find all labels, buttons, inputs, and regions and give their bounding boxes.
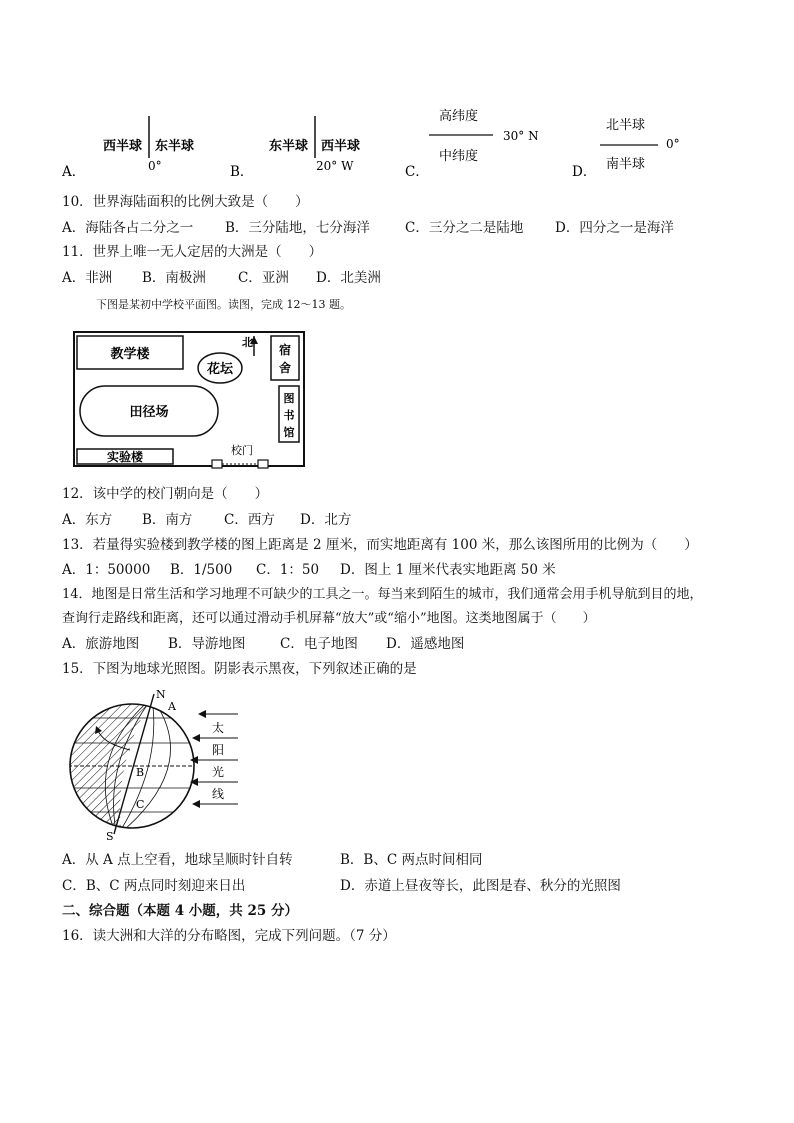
q9-option-b-diagram <box>230 110 390 182</box>
q12-option-c: C．西方 <box>224 512 275 528</box>
sun-ray-label-1: 太 <box>212 721 225 735</box>
map-intro: 下图是某初中学校平面图。读图，完成 12～13 题。 <box>96 298 351 311</box>
school-plan-map <box>70 328 310 470</box>
map-teaching-building: 教学楼 <box>110 347 150 362</box>
q9-a-right: 东半球 <box>155 139 195 154</box>
q9-a-letter: A． <box>62 164 86 180</box>
q9-b-letter: B． <box>230 164 254 180</box>
q14-option-d: D．遥感地图 <box>386 636 465 652</box>
map-library-2: 书 <box>283 409 295 422</box>
q9-a-value: 0° <box>148 159 162 173</box>
q11-option-c: C．亚洲 <box>238 270 289 286</box>
q10-option-a: A．海陆各占二分之一 <box>62 220 194 236</box>
q15-option-c: C．B、C 两点同时刻迎来日出 <box>62 878 246 894</box>
q10-option-b: B．三分陆地，七分海洋 <box>225 220 370 236</box>
q11-option-b: B．南极洲 <box>142 270 206 286</box>
map-dorm-1: 宿 <box>278 343 292 357</box>
q9-c-value: 30° N <box>503 129 539 143</box>
map-school-gate: 校门 <box>231 444 253 457</box>
q13-option-c: C．1：50 <box>256 562 320 578</box>
map-library-3: 馆 <box>283 426 295 439</box>
q15-option-b: B．B、C 两点时间相同 <box>340 852 483 868</box>
q16-stem: 16．读大洲和大洋的分布略图，完成下列问题。（7 分） <box>62 928 396 944</box>
q13-option-b: B．1/500 <box>170 562 233 578</box>
q14-option-c: C．电子地图 <box>280 636 358 652</box>
q10-option-d: D．四分之一是海洋 <box>555 220 674 236</box>
map-dorm-2: 舍 <box>278 361 292 375</box>
earth-illumination-diagram <box>62 688 262 844</box>
q9-option-c-diagram <box>405 100 565 182</box>
q14-stem-line1: 14．地图是日常生活和学习地理不可缺少的工具之一。每当来到陌生的城市，我们通常会用手机导航到目的地， <box>62 587 703 602</box>
q9-c-bottom: 中纬度 <box>439 149 479 164</box>
q12-option-b: B．南方 <box>142 512 193 528</box>
map-flower-bed: 花坛 <box>206 362 234 377</box>
q15-option-d: D．赤道上昼夜等长，此图是春、秋分的光照图 <box>340 878 621 894</box>
q15-stem: 15．下图为地球光照图。阴影表示黑夜，下列叙述正确的是 <box>62 661 417 677</box>
q11-stem: 11．世界上唯一无人定居的大洲是（ ） <box>62 244 323 260</box>
map-library-1: 图 <box>283 392 295 405</box>
q12-option-d: D．北方 <box>300 512 352 528</box>
q9-a-left: 西半球 <box>102 139 142 154</box>
section-2-heading: 二、综合题（本题 4 小题，共 25 分） <box>62 903 298 919</box>
sun-ray-label-2: 阳 <box>212 743 225 757</box>
q10-option-c: C．三分之二是陆地 <box>405 220 524 236</box>
q9-b-value: 20° W <box>316 159 354 173</box>
q9-option-d-diagram <box>572 108 712 182</box>
q9-d-value: 0° <box>666 137 680 151</box>
q12-option-a: A．东方 <box>62 512 113 528</box>
q9-d-top: 北半球 <box>606 118 646 133</box>
q11-option-d: D．北美洲 <box>316 270 381 286</box>
globe-label-c: C <box>136 798 145 811</box>
sun-ray-label-4: 线 <box>212 787 225 801</box>
q9-d-letter: D． <box>572 164 597 180</box>
q9-b-left: 东半球 <box>268 139 308 154</box>
sun-ray-label-3: 光 <box>212 765 225 779</box>
q14-option-b: B．导游地图 <box>168 636 246 652</box>
globe-label-a: A <box>168 700 176 713</box>
q13-stem: 13．若量得实验楼到教学楼的图上距离是 2 厘米，而实地距离有 100 米，那么该图所用的比例为（ ） <box>62 537 698 553</box>
q13-option-a: A．1：50000 <box>62 562 151 578</box>
q14-stem-line2: 查询行走路线和距离，还可以通过滑动手机屏幕“放大”或“缩小”地图。这类地图属于（ ） <box>62 611 596 626</box>
map-lab-building: 实验楼 <box>106 450 144 464</box>
q10-stem: 10．世界海陆面积的比例大致是（ ） <box>62 194 309 210</box>
globe-label-s: S <box>106 830 114 843</box>
q9-option-a-diagram <box>62 110 222 182</box>
q9-b-right: 西半球 <box>321 139 361 154</box>
map-north-label: 北 <box>242 336 253 349</box>
q9-d-bottom: 南半球 <box>606 157 646 172</box>
q9-c-top: 高纬度 <box>439 109 479 124</box>
q13-option-d: D．图上 1 厘米代表实地距离 50 米 <box>340 562 556 578</box>
q11-option-a: A．非洲 <box>62 270 113 286</box>
globe-label-n: N <box>156 688 166 701</box>
q9-c-letter: C． <box>405 164 429 180</box>
q14-option-a: A．旅游地图 <box>62 636 140 652</box>
map-track: 田径场 <box>129 405 169 420</box>
globe-label-b: B <box>136 766 145 779</box>
q12-stem: 12．该中学的校门朝向是（ ） <box>62 486 269 502</box>
q15-option-a: A．从 A 点上空看，地球呈顺时针自转 <box>62 852 293 868</box>
